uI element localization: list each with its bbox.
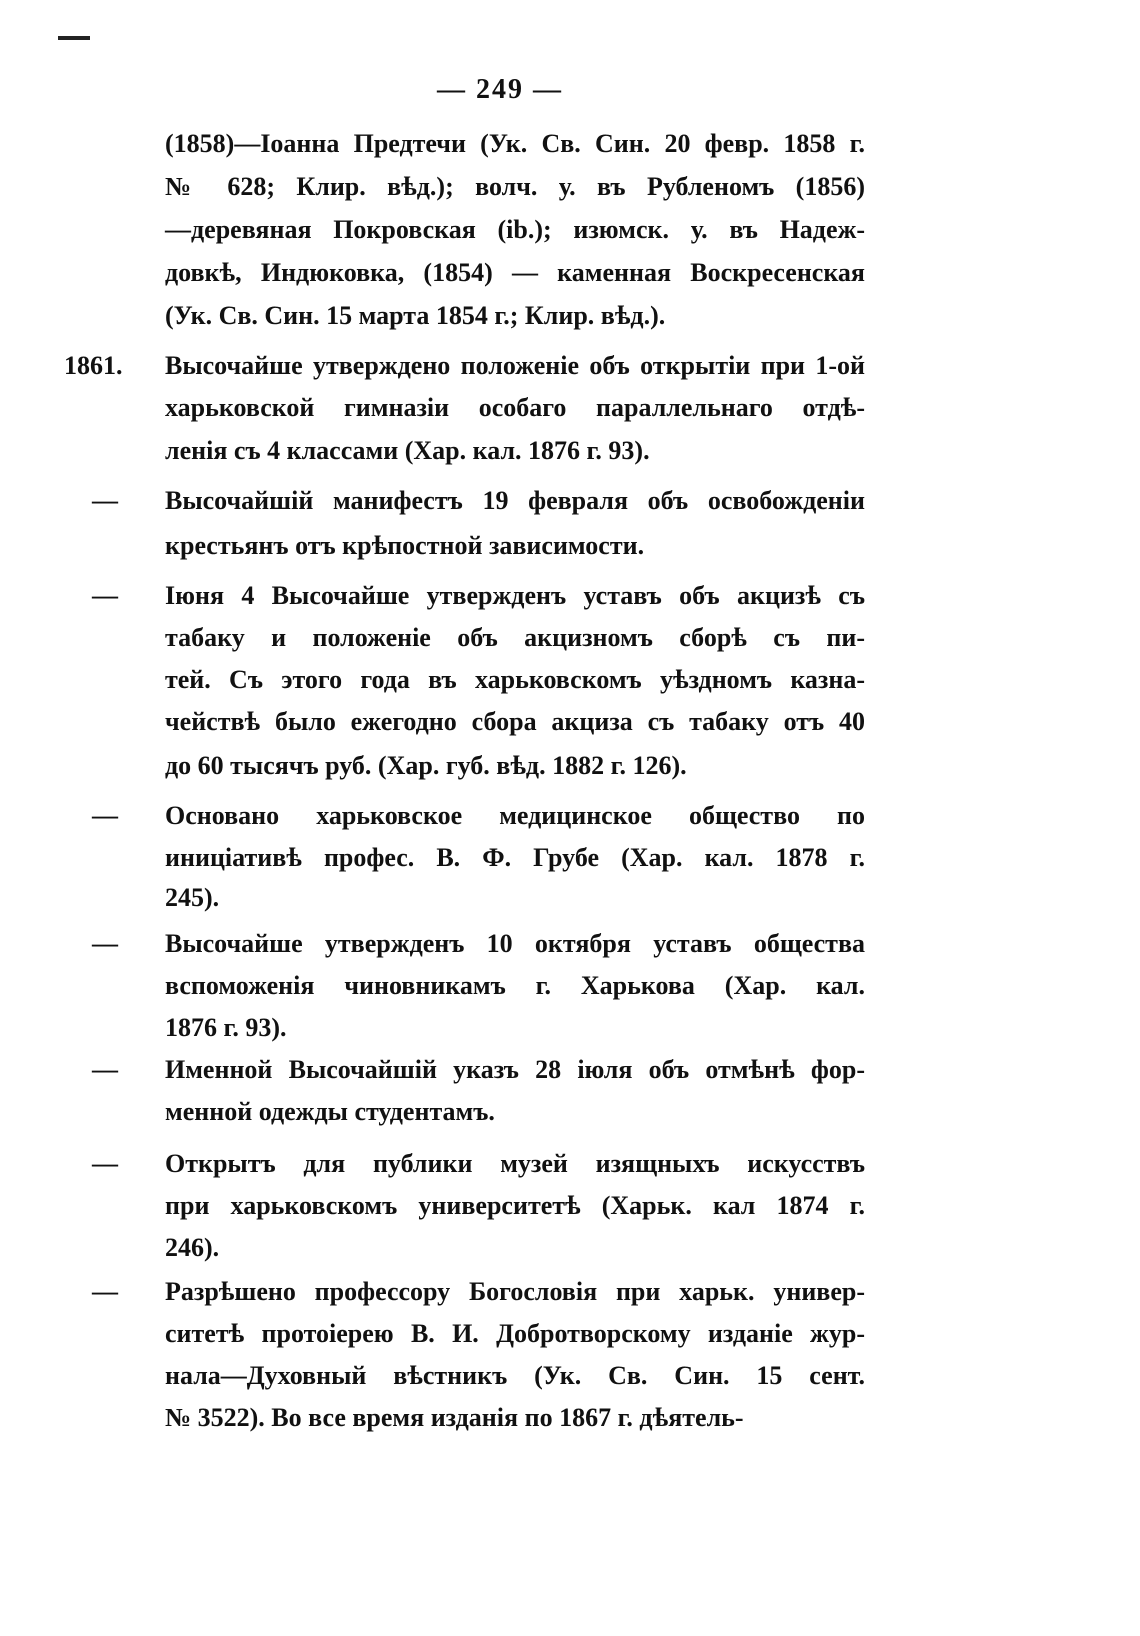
- text-line: нала—Духовный вѣстникъ (Ук. Св. Син. 15 сент.: [165, 1361, 865, 1390]
- text-line: Высочайшій манифестъ 19 февраля объ освобожденіи: [165, 486, 865, 515]
- text-line: менной одежды студентамъ.: [165, 1097, 495, 1126]
- text-line: до 60 тысячъ руб. (Хар. губ. вѣд. 1882 г. 126).: [165, 751, 687, 780]
- text-line: чействѣ было ежегодно сбора акциза съ табаку отъ 40: [165, 707, 865, 736]
- text-line: 245).: [165, 883, 220, 912]
- text-line: иниціативѣ профес. В. Ф. Грубе (Хар. кал. 1878 г.: [165, 843, 865, 872]
- text-line: крестьянъ отъ крѣпостной зависимости.: [165, 531, 645, 560]
- text-line: (Ук. Св. Син. 15 марта 1854 г.; Клир. вѣд.).: [165, 301, 666, 330]
- text-line: (1858)—Іоанна Предтечи (Ук. Св. Син. 20 февр. 1858 г.: [165, 129, 865, 158]
- text-line: Разрѣшено профессору Богословія при харьк. универ-: [165, 1277, 865, 1306]
- entry-dash-marker: —: [92, 801, 118, 830]
- scan-artifact-mark: [58, 36, 90, 40]
- text-line: ленія съ 4 классами (Хар. кал. 1876 г. 93).: [165, 436, 650, 465]
- text-line: —деревяная Покровская (ib.); изюмск. у. въ Надеж-: [165, 215, 865, 244]
- entry-dash-marker: —: [92, 1277, 118, 1306]
- text-line: Именной Высочайшій указъ 28 іюля объ отмѣнѣ фор-: [165, 1055, 865, 1084]
- text-line: довкѣ, Индюковка, (1854) — каменная Воскресенская: [165, 258, 865, 287]
- text-line: 1876 г. 93).: [165, 1013, 287, 1042]
- text-line: ситетѣ протоіерею В. И. Добротворскому изданіе жур-: [165, 1319, 865, 1348]
- text-line: тей. Съ этого года въ харьковскомъ уѣздномъ казна-: [165, 665, 865, 694]
- text-line: Высочайше утверждено положеніе объ открытіи при 1-ой: [165, 351, 865, 380]
- text-line: № 3522). Во все время изданія по 1867 г. дѣятель-: [165, 1403, 744, 1432]
- entry-dash-marker: —: [92, 1055, 118, 1084]
- text-line: Основано харьковское медицинское общество по: [165, 801, 865, 830]
- text-line: при харьковскомъ университетѣ (Харьк. кал 1874 г.: [165, 1191, 865, 1220]
- text-line: вспоможенія чиновникамъ г. Харькова (Хар. кал.: [165, 971, 865, 1000]
- text-line: Открытъ для публики музей изящныхъ искусствъ: [165, 1149, 865, 1178]
- entry-dash-marker: —: [92, 486, 118, 515]
- page-number: — 249 —: [437, 74, 563, 105]
- text-line: табаку и положеніе объ акцизномъ сборѣ съ пи-: [165, 623, 865, 652]
- entry-dash-marker: —: [92, 929, 118, 958]
- entry-dash-marker: —: [92, 581, 118, 610]
- text-line: № 628; Клир. вѣд.); волч. у. въ Рубленомъ (1856): [165, 172, 865, 201]
- entry-dash-marker: —: [92, 1149, 118, 1178]
- entry-year-marker: 1861.: [64, 351, 123, 380]
- text-line: Высочайше утвержденъ 10 октября уставъ общества: [165, 929, 865, 958]
- text-line: Іюня 4 Высочайше утвержденъ уставъ объ акцизѣ съ: [165, 581, 865, 610]
- text-line: 246).: [165, 1233, 220, 1262]
- text-line: харьковской гимназіи особаго параллельнаго отдѣ-: [165, 393, 865, 422]
